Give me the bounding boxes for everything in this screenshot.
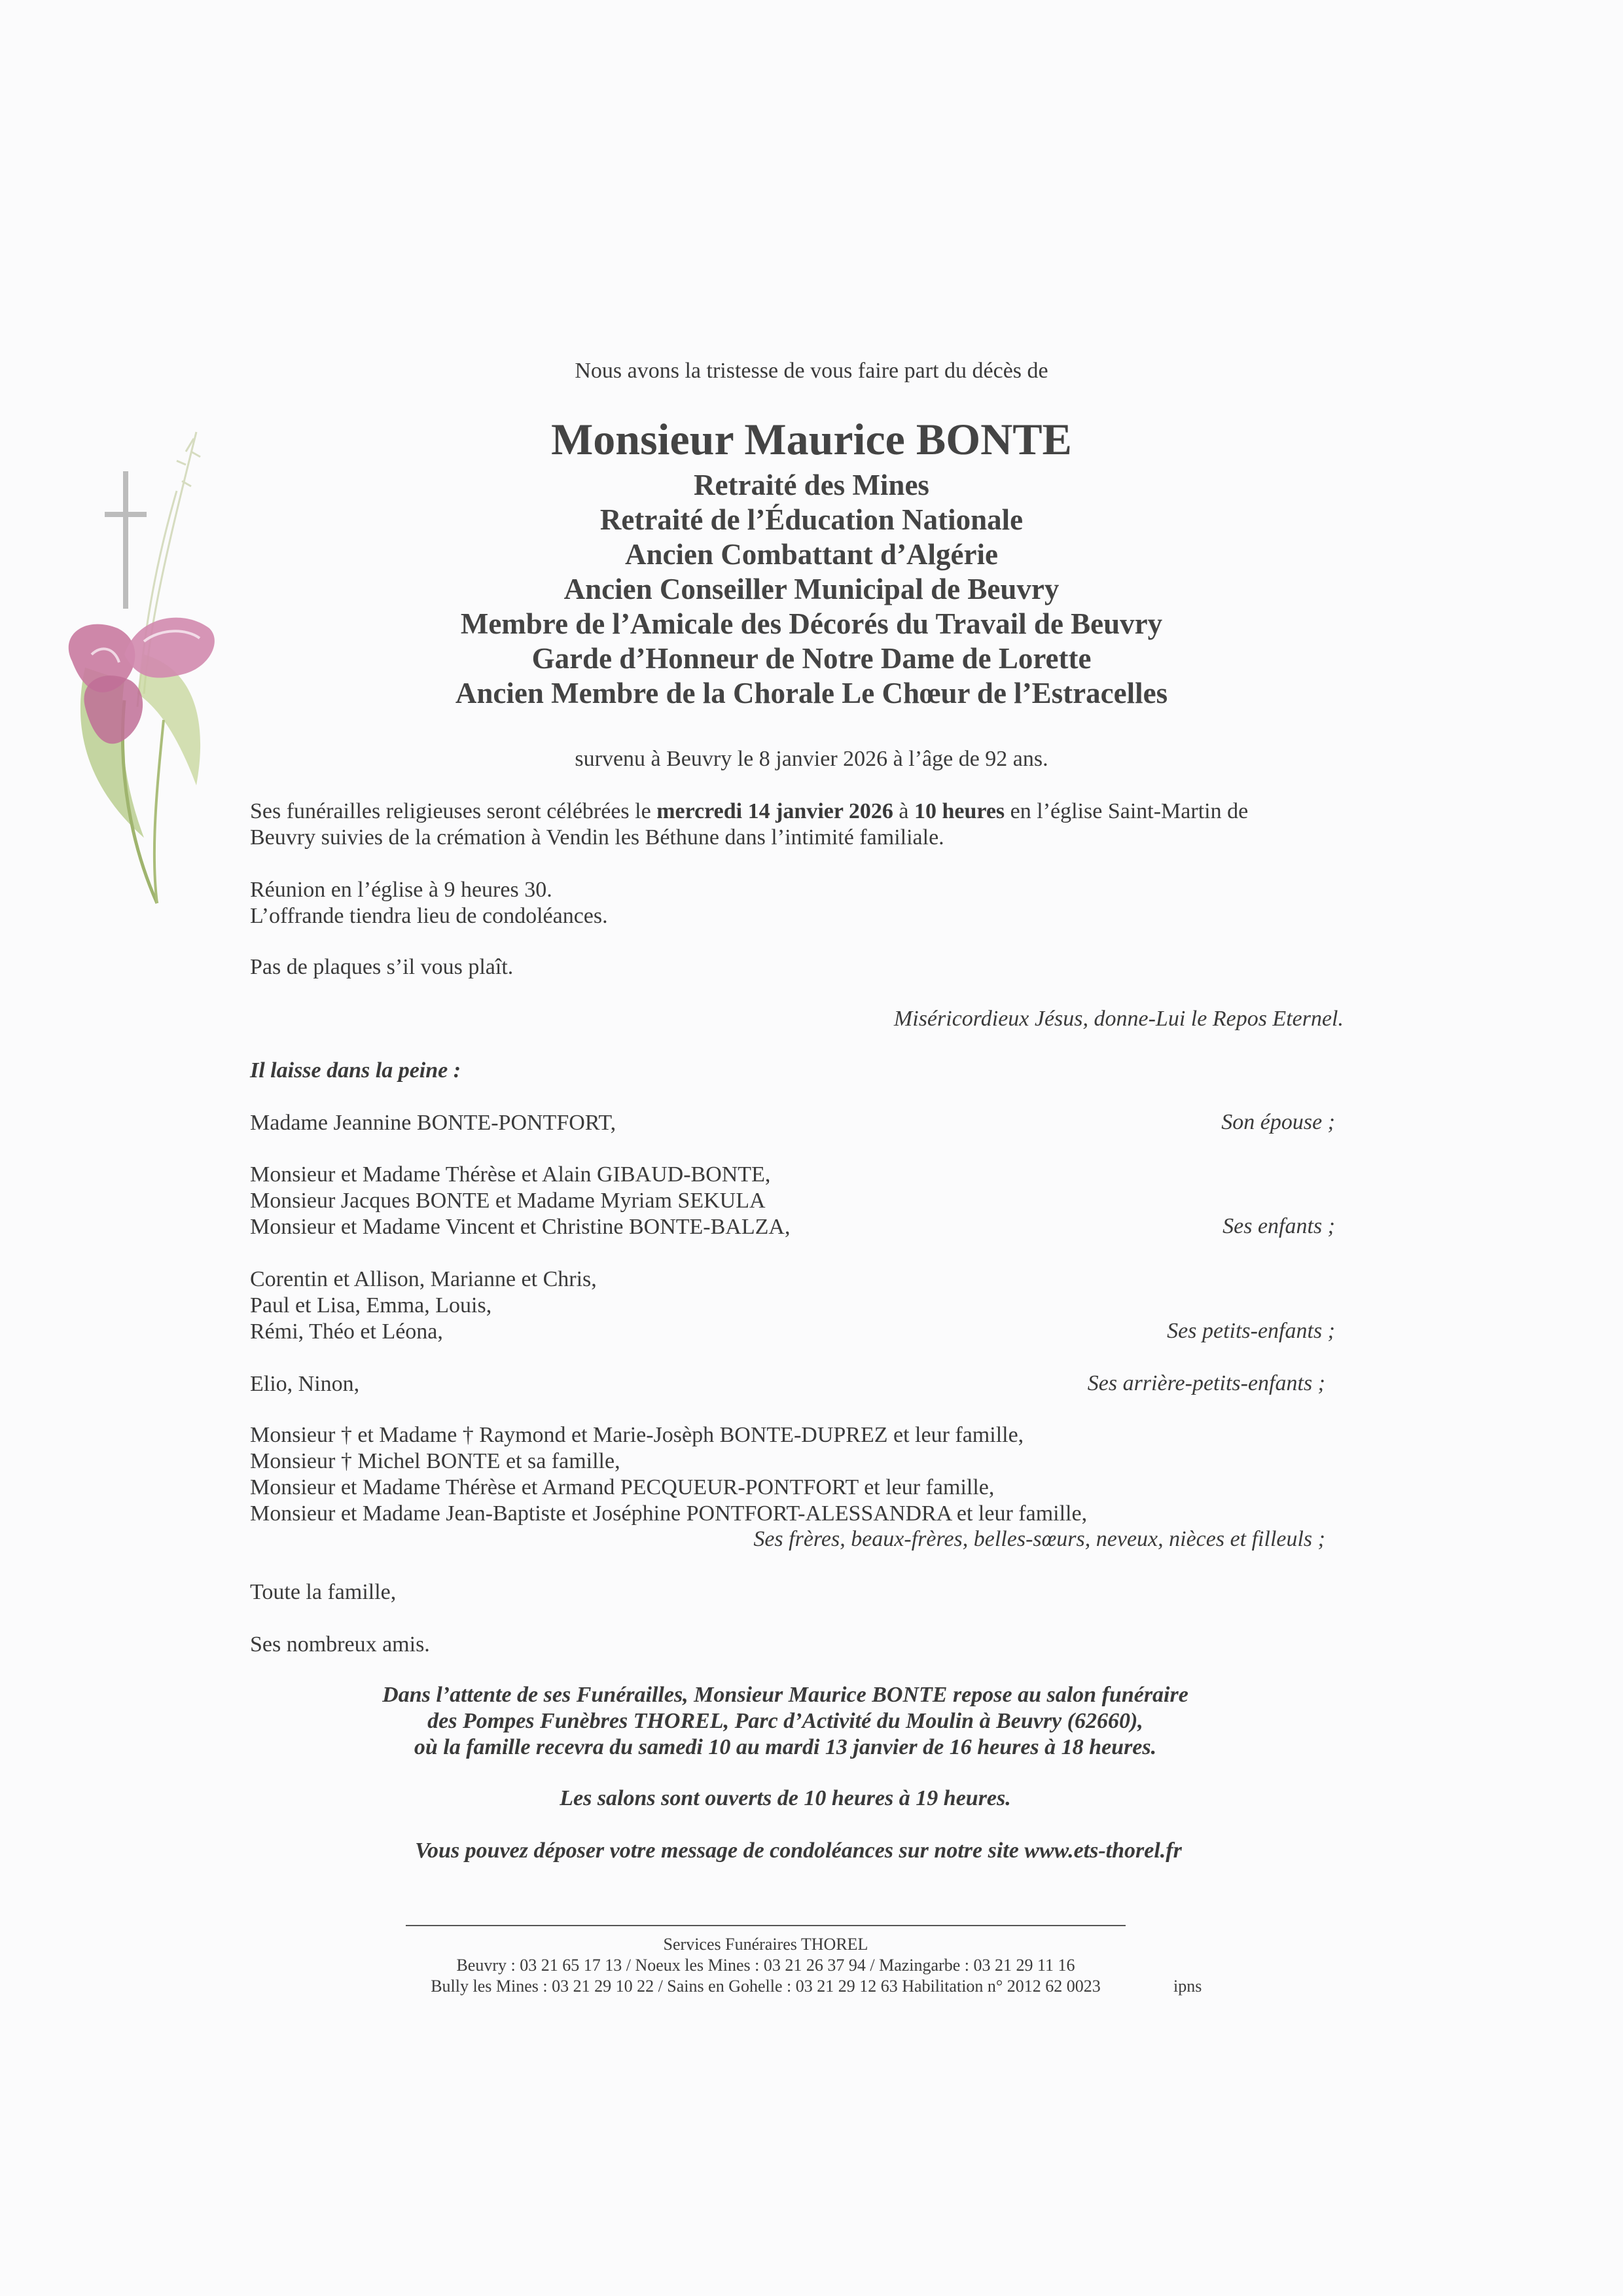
deceased-name: Monsieur Maurice BONTE	[551, 414, 1072, 464]
great-grandchildren-role: Ses arrière-petits-enfants ;	[1087, 1371, 1325, 1395]
title-item: Ancien Membre de la Chorale Le Chœur de l’Estracelles	[455, 677, 1168, 709]
family-member: Monsieur † et Madame † Raymond et Marie-Josèph BONTE-DUPREZ et leur famille,	[250, 1423, 1024, 1447]
family-member: Monsieur et Madame Jean-Baptiste et Joséphine PONTFORT-ALESSANDRA et leur famille,	[250, 1501, 1088, 1526]
siblings-block	[250, 1422, 1087, 1527]
funeral-details	[250, 798, 1248, 851]
grief-heading: Il laisse dans la peine :	[250, 1058, 461, 1083]
family-member: Paul et Lisa, Emma, Louis,	[250, 1293, 492, 1318]
family-member: Monsieur † Michel BONTE et sa famille,	[250, 1449, 620, 1473]
spouse-role: Son épouse ;	[1221, 1110, 1335, 1134]
children-block	[250, 1162, 790, 1240]
intro-text: Nous avons la tristesse de vous faire part du décès de	[575, 359, 1048, 383]
titles-list	[0, 468, 1623, 711]
siblings-role: Ses frères, beaux-frères, belles-sœurs, neveux, nièces et filleuls ;	[753, 1527, 1325, 1551]
family-member: Monsieur Jacques BONTE et Madame Myriam SEKULA	[250, 1189, 766, 1213]
footer	[0, 1934, 1577, 1997]
prayer-line: Miséricordieux Jésus, donne-Lui le Repos Eternel.	[893, 1007, 1344, 1031]
family-member: Monsieur et Madame Thérèse et Alain GIBAUD-BONTE,	[250, 1162, 771, 1187]
children-role: Ses enfants ;	[1222, 1214, 1335, 1238]
title-item: Ancien Conseiller Municipal de Beuvry	[563, 573, 1060, 605]
grandchildren-block	[250, 1266, 597, 1345]
title-item: Retraité des Mines	[694, 469, 929, 501]
title-item: Retraité de l’Éducation Nationale	[599, 503, 1024, 536]
title-item: Garde d’Honneur de Notre Dame de Lorette	[531, 642, 1092, 675]
printer-mark: ipns	[1173, 1977, 1202, 1996]
title-item: Ancien Combattant d’Algérie	[625, 538, 998, 571]
death-details: survenu à Beuvry le 8 janvier 2026 à l’âge de 92 ans.	[575, 747, 1048, 771]
footer-phones-1: Beuvry : 03 21 65 17 13 / Noeux les Mines : 03 21 26 37 94 / Mazingarbe : 03 21 29 11 16	[456, 1956, 1075, 1975]
title-item: Membre de l’Amicale des Décorés du Travail de Beuvry	[460, 607, 1163, 640]
friends: Ses nombreux amis.	[250, 1632, 430, 1657]
grandchildren-role: Ses petits-enfants ;	[1167, 1319, 1335, 1343]
family-member: Rémi, Théo et Léona,	[250, 1319, 443, 1344]
family-member: Monsieur et Madame Thérèse et Armand PECQUEUR-PONTFORT et leur famille,	[250, 1475, 995, 1499]
reunion-info: Réunion en l’église à 9 heures 30. L’offrande tiendra lieu de condoléances.	[250, 878, 608, 928]
footer-phones-2: Bully les Mines : 03 21 29 10 22 / Sains en Gohelle : 03 21 29 12 63 Habilitation n° 2012 62 0023	[431, 1977, 1101, 1996]
spouse-block	[250, 1110, 616, 1136]
family-member: Madame Jeannine BONTE-PONTFORT,	[250, 1111, 616, 1135]
footer-divider	[406, 1925, 1126, 1926]
whole-family: Toute la famille,	[250, 1580, 397, 1604]
viewing-info: Dans l’attente de ses Funérailles, Monsieur Maurice BONTE repose au salon funéraire des Pompes Funèbres THOREL, Parc d’Activité du Moulin à Beuvry (62660), où la famille recevra du samedi 10 au mardi 13 janvier de 16 heures à 18 heures.	[382, 1683, 1188, 1759]
funeral-date: mercredi 14 janvier 2026	[656, 799, 893, 823]
salons-hours: Les salons sont ouverts de 10 heures à 19 heures.	[560, 1786, 1011, 1810]
family-member: Elio, Ninon,	[250, 1372, 360, 1396]
funeral-time: 10 heures	[914, 799, 1005, 823]
family-member: Corentin et Allison, Marianne et Chris,	[250, 1267, 597, 1291]
funeral-line-1: Ses funérailles religieuses seront célébrées le mercredi 14 janvier 2026 à 10 heures en l’église Saint-Martin de	[250, 799, 1249, 823]
great-grandchildren-block	[250, 1371, 359, 1397]
no-plaques-note: Pas de plaques s’il vous plaît.	[250, 955, 514, 979]
condolences-website: Vous pouvez déposer votre message de condoléances sur notre site www.ets-thorel.fr	[415, 1839, 1182, 1863]
funeral-line-2: Beuvry suivies de la crémation à Vendin les Béthune dans l’intimité familiale.	[250, 825, 944, 850]
family-member: Monsieur et Madame Vincent et Christine BONTE-BALZA,	[250, 1215, 791, 1239]
footer-company: Services Funéraires THOREL	[663, 1935, 868, 1954]
